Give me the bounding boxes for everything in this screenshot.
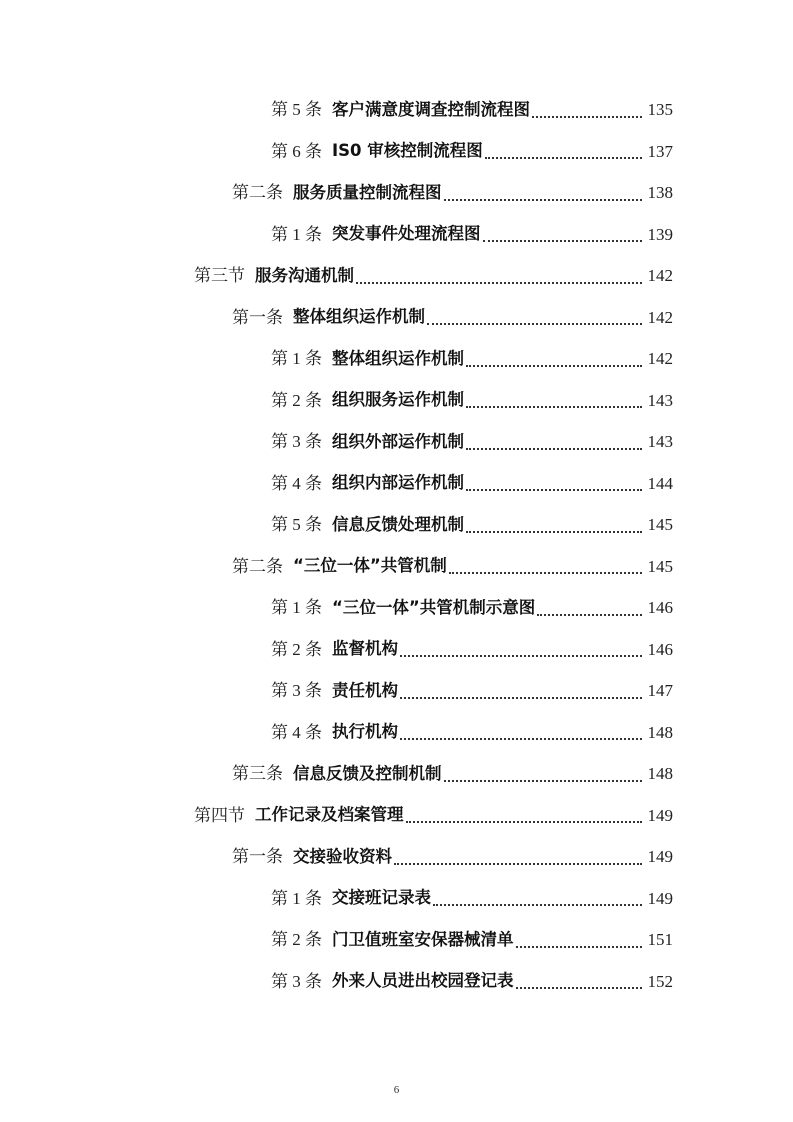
toc-entry[interactable] — [0, 131, 793, 173]
toc-entry-title: 突发事件处理流程图 — [332, 224, 481, 243]
toc-entry-label: 第 5 条 — [271, 100, 322, 120]
toc-entry[interactable] — [0, 297, 793, 339]
toc-entry-label: 第 1 条 — [271, 598, 322, 618]
toc-entry-page: 148 — [647, 722, 673, 742]
toc-entry[interactable] — [0, 421, 793, 463]
toc-entry-title: 客户满意度调查控制流程图 — [332, 99, 530, 119]
dot-leader — [406, 821, 643, 823]
toc-entry-title: 监督机构 — [332, 639, 398, 658]
toc-entry-page: 145 — [647, 515, 673, 535]
toc-entry-page: 142 — [647, 349, 673, 369]
toc-entry-page: 143 — [647, 432, 673, 452]
toc-entry-label: 第 2 条 — [271, 930, 322, 950]
dot-leader — [433, 904, 642, 906]
toc-entry-page: 142 — [647, 307, 673, 327]
toc-entry-label: 第二条 — [232, 556, 283, 576]
toc-entry-label: 第四节 — [194, 805, 245, 825]
toc-entry-label: 第 1 条 — [271, 349, 322, 369]
toc-entry-label: 第 6 条 — [271, 141, 322, 161]
toc-entry-title: 责任机构 — [332, 680, 398, 700]
toc-entry-page: 147 — [647, 681, 673, 701]
dot-leader — [516, 946, 643, 948]
dot-leader — [466, 406, 642, 408]
toc-entry-label: 第三条 — [232, 764, 283, 784]
dot-leader — [444, 780, 643, 782]
toc-entry[interactable] — [0, 546, 793, 588]
toc-entry-page: 138 — [647, 183, 673, 203]
toc-entry-page: 148 — [647, 764, 673, 784]
toc-entry[interactable] — [0, 89, 793, 131]
dot-leader — [356, 282, 642, 284]
toc-entry-page: 145 — [647, 556, 673, 576]
toc-entry-title: 服务质量控制流程图 — [293, 182, 442, 202]
toc-entry-title: 交接班记录表 — [332, 888, 431, 907]
toc-entry-title: “三位一体”共管机制 — [293, 556, 447, 575]
table-of-contents — [0, 89, 793, 1002]
toc-entry-title: 整体组织运作机制 — [293, 307, 425, 326]
toc-entry-title: 组织内部运作机制 — [332, 473, 464, 492]
dot-leader — [466, 531, 642, 533]
toc-entry[interactable] — [0, 172, 793, 214]
page-number: 6 — [393, 1084, 400, 1096]
toc-entry-title: 执行机构 — [332, 722, 398, 741]
toc-entry-label: 第 4 条 — [271, 473, 322, 493]
toc-entry-label: 第 4 条 — [271, 722, 322, 742]
toc-entry-label: 第二条 — [232, 183, 283, 203]
dot-leader — [516, 987, 643, 989]
toc-entry[interactable] — [0, 629, 793, 671]
toc-entry-label: 第 5 条 — [271, 515, 322, 535]
toc-entry-label: 第三节 — [194, 266, 245, 286]
toc-entry-page: 151 — [647, 930, 673, 950]
toc-entry[interactable] — [0, 338, 793, 380]
dot-leader — [532, 116, 642, 118]
toc-entry-page: 146 — [647, 639, 673, 659]
dot-leader — [466, 365, 642, 367]
toc-entry-label: 第 1 条 — [271, 888, 322, 908]
toc-entry-label: 第 2 条 — [271, 639, 322, 659]
toc-entry[interactable] — [0, 836, 793, 878]
toc-entry[interactable] — [0, 214, 793, 256]
toc-entry-title: 交接验收资料 — [293, 846, 392, 866]
toc-entry-label: 第一条 — [232, 307, 283, 327]
toc-entry-page: 137 — [647, 141, 673, 161]
toc-entry-label: 第 2 条 — [271, 390, 322, 410]
toc-entry-title: 组织外部运作机制 — [332, 431, 464, 451]
toc-entry-title: 外来人员进出校园登记表 — [332, 971, 514, 990]
toc-entry-page: 146 — [647, 598, 673, 618]
dot-leader — [444, 199, 643, 201]
toc-entry-title: 工作记录及档案管理 — [255, 805, 404, 824]
toc-entry-label: 第一条 — [232, 847, 283, 867]
toc-entry[interactable] — [0, 463, 793, 505]
toc-entry-page: 139 — [647, 224, 673, 244]
toc-entry-title: 整体组织运作机制 — [332, 348, 464, 368]
toc-entry-title: 服务沟通机制 — [255, 265, 354, 285]
toc-entry[interactable] — [0, 878, 793, 920]
toc-entry[interactable] — [0, 587, 793, 629]
toc-entry[interactable] — [0, 753, 793, 795]
toc-entry-page: 144 — [647, 473, 673, 493]
toc-entry-title: “三位一体”共管机制示意图 — [332, 597, 536, 617]
toc-entry-page: 149 — [647, 805, 673, 825]
toc-entry-label: 第 1 条 — [271, 224, 322, 244]
toc-entry[interactable] — [0, 961, 793, 1003]
dot-leader — [537, 614, 642, 616]
toc-entry-page: 143 — [647, 390, 673, 410]
toc-entry-title: 信息反馈处理机制 — [332, 514, 464, 534]
toc-entry-title: 组织服务运作机制 — [332, 390, 464, 409]
toc-entry[interactable] — [0, 255, 793, 297]
toc-entry-page: 152 — [647, 971, 673, 991]
dot-leader — [394, 863, 642, 865]
dot-leader — [400, 697, 642, 699]
toc-entry-page: 142 — [647, 266, 673, 286]
toc-entry[interactable] — [0, 712, 793, 754]
toc-entry-title: IS0 审核控制流程图 — [332, 141, 483, 160]
dot-leader — [466, 448, 642, 450]
dot-leader — [483, 240, 643, 242]
dot-leader — [400, 738, 642, 740]
toc-entry-page: 135 — [647, 100, 673, 120]
dot-leader — [466, 489, 642, 491]
toc-entry[interactable] — [0, 670, 793, 712]
toc-entry-label: 第 3 条 — [271, 971, 322, 991]
toc-entry[interactable] — [0, 380, 793, 422]
toc-entry-title: 信息反馈及控制机制 — [293, 763, 442, 783]
dot-leader — [449, 572, 642, 574]
toc-entry-label: 第 3 条 — [271, 681, 322, 701]
toc-entry-page: 149 — [647, 888, 673, 908]
dot-leader — [427, 323, 642, 325]
toc-entry[interactable] — [0, 795, 793, 837]
dot-leader — [400, 655, 642, 657]
toc-entry[interactable] — [0, 504, 793, 546]
dot-leader — [485, 157, 642, 159]
toc-entry-title: 门卫值班室安保器械清单 — [332, 929, 514, 949]
toc-entry-page: 149 — [647, 847, 673, 867]
toc-entry-label: 第 3 条 — [271, 432, 322, 452]
toc-entry[interactable] — [0, 919, 793, 961]
